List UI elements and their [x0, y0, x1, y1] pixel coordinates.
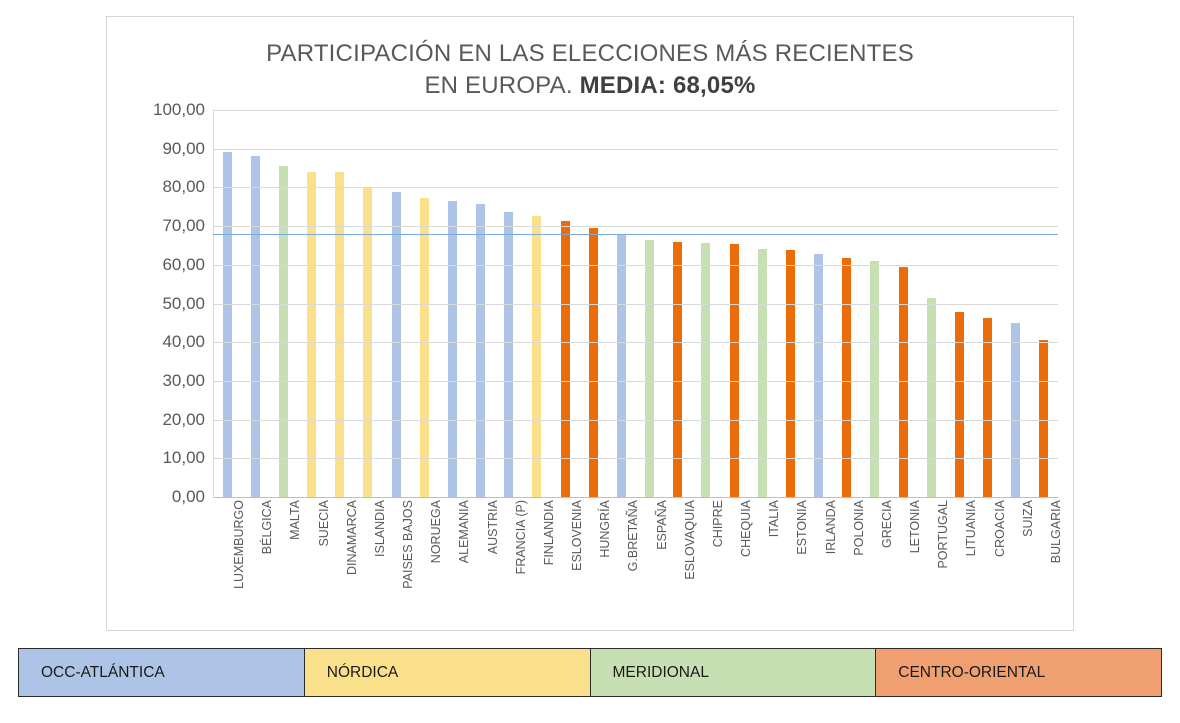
- x-tick-label: GRECIA: [879, 500, 894, 548]
- legend-item: MERIDIONAL: [591, 649, 877, 696]
- x-tick-label: SUECIA: [316, 500, 331, 547]
- x-tick-label: SUIZA: [1020, 500, 1035, 537]
- x-tick-label: DINAMARCA: [344, 500, 359, 576]
- bar[interactable]: [307, 172, 316, 497]
- y-tick-label: 40,00: [162, 332, 205, 352]
- x-tick-label: NORUEGA: [429, 500, 444, 564]
- y-tick-label: 30,00: [162, 370, 205, 390]
- gridline: [213, 149, 1058, 150]
- mean-reference-line: [213, 234, 1058, 235]
- x-tick-label: ESLOVAQUIA: [682, 500, 697, 580]
- gridline: [213, 110, 1058, 111]
- x-tick-label: PAISES BAJOS: [401, 500, 416, 589]
- y-tick-label: 70,00: [162, 216, 205, 236]
- legend-item: NÓRDICA: [305, 649, 591, 696]
- gridline: [213, 420, 1058, 421]
- chart-title-line-2: [130, 70, 1050, 102]
- x-tick-label: LITUANIA: [964, 500, 979, 557]
- x-tick-label: ESLOVENIA: [570, 500, 585, 571]
- bar[interactable]: [814, 254, 823, 497]
- x-tick-label: ITALIA: [767, 500, 782, 538]
- x-tick-label: BULGARIA: [1048, 500, 1063, 564]
- legend: [18, 648, 1162, 697]
- x-tick-label: MALTA: [288, 500, 303, 540]
- gridline: [213, 187, 1058, 188]
- x-tick-label: ESTONIA: [795, 500, 810, 555]
- bar[interactable]: [392, 192, 401, 497]
- legend-item: CENTRO-ORIENTAL: [876, 649, 1161, 696]
- x-axis-labels: [213, 500, 1063, 620]
- x-tick-label: FINLANDIA: [541, 500, 556, 566]
- bar[interactable]: [1011, 323, 1020, 497]
- y-tick-label: 50,00: [162, 293, 205, 313]
- bar[interactable]: [955, 312, 964, 497]
- x-tick-label: G.BRETAÑA: [626, 500, 641, 572]
- y-tick-label: 0,00: [171, 487, 205, 506]
- x-tick-label: CHIPRE: [710, 500, 725, 548]
- x-tick-label: LUXEMBURGO: [232, 500, 247, 589]
- x-tick-label: ISLANDIA: [372, 500, 387, 557]
- bar[interactable]: [786, 250, 795, 497]
- gridline: [213, 458, 1058, 459]
- bar[interactable]: [279, 166, 288, 497]
- plot-area: [213, 110, 1058, 498]
- y-tick-label: 100,00: [153, 100, 205, 119]
- x-tick-label: HUNGRÍA: [598, 500, 613, 558]
- bar[interactable]: [870, 261, 879, 497]
- x-tick-label: IRLANDA: [823, 500, 838, 555]
- x-tick-label: AUSTRIA: [485, 500, 500, 555]
- bar[interactable]: [842, 258, 851, 497]
- bar[interactable]: [223, 152, 232, 497]
- bar[interactable]: [448, 201, 457, 497]
- x-tick-label: LETONIA: [908, 500, 923, 554]
- y-tick-label: 90,00: [162, 138, 205, 158]
- y-tick-label: 60,00: [162, 254, 205, 274]
- bar[interactable]: [504, 212, 513, 497]
- bar[interactable]: [420, 198, 429, 497]
- bar[interactable]: [251, 156, 260, 497]
- chart-title: [130, 38, 1050, 102]
- y-tick-label: 20,00: [162, 409, 205, 429]
- chart-title-line-2-prefix: EN EUROPA.: [424, 72, 580, 99]
- bar[interactable]: [927, 298, 936, 497]
- legend-item: OCC-ATLÁNTICA: [19, 649, 305, 696]
- bar[interactable]: [335, 172, 344, 497]
- gridline: [213, 304, 1058, 305]
- x-tick-label: CROACIA: [992, 500, 1007, 557]
- y-axis-line: [213, 110, 214, 498]
- bar[interactable]: [983, 318, 992, 497]
- y-tick-label: 80,00: [162, 177, 205, 197]
- bar[interactable]: [532, 216, 541, 497]
- y-tick-label: 10,00: [162, 448, 205, 468]
- chart-title-line-1: PARTICIPACIÓN EN LAS ELECCIONES MÁS RECIENTES: [266, 40, 914, 67]
- gridline: [213, 381, 1058, 382]
- x-tick-label: BÉLGICA: [260, 500, 275, 555]
- chart-title-mean: MEDIA: 68,05%: [579, 72, 756, 99]
- x-tick-label: PORTUGAL: [936, 500, 951, 569]
- bar[interactable]: [476, 204, 485, 497]
- y-axis-labels: [113, 100, 205, 506]
- x-tick-label: CHEQUIA: [739, 500, 754, 557]
- bar[interactable]: [561, 221, 570, 497]
- bar[interactable]: [758, 249, 767, 497]
- bar[interactable]: [589, 228, 598, 497]
- x-axis-line: [213, 497, 1058, 498]
- x-tick-label: FRANCIA (P): [513, 500, 528, 575]
- gridline: [213, 342, 1058, 343]
- gridline: [213, 265, 1058, 266]
- x-tick-label: POLONIA: [851, 500, 866, 556]
- x-tick-label: ESPAÑA: [654, 500, 669, 550]
- gridline: [213, 226, 1058, 227]
- x-tick-label: ALEMANIA: [457, 500, 472, 564]
